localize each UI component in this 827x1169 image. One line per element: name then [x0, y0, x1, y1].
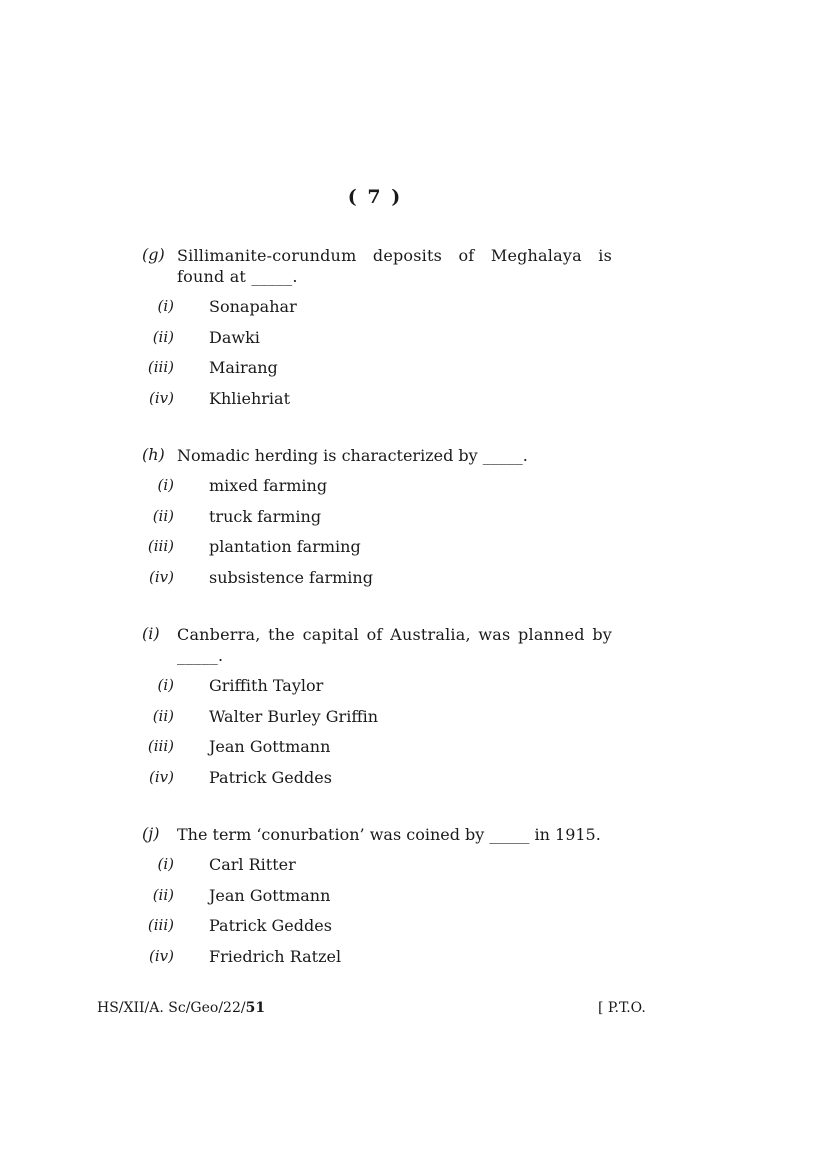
- question-label: (i): [142, 624, 160, 643]
- option-text: Griffith Taylor: [209, 676, 324, 695]
- option-label: (iii): [147, 537, 174, 555]
- option-text: mixed farming: [209, 476, 328, 495]
- option-label: (ii): [152, 327, 174, 346]
- option-text: Dawki: [209, 327, 260, 347]
- option-item: [142, 916, 612, 947]
- option-label: (iv): [149, 567, 174, 586]
- option-text: Walter Burley Griffin: [209, 706, 379, 726]
- question-g: [142, 245, 612, 419]
- paper-code: [97, 1000, 265, 1016]
- question-text: Sillimanite-corundum deposits of Meghalaya is found at _____.: [177, 246, 612, 286]
- question-h: [142, 445, 612, 598]
- option-label: (ii): [152, 706, 174, 725]
- option-text: Khliehriat: [209, 388, 290, 408]
- option-label: (iii): [147, 916, 174, 934]
- option-item: [142, 855, 612, 886]
- option-text: plantation farming: [209, 537, 361, 556]
- options-list: [142, 676, 612, 798]
- option-text: Carl Ritter: [209, 855, 296, 874]
- option-label: (iv): [149, 946, 174, 965]
- option-item: [142, 507, 612, 538]
- option-item: [142, 297, 612, 328]
- option-text: Jean Gottmann: [209, 885, 331, 905]
- paper-code-text: HS/XII/A. Sc/Geo/22/: [97, 1000, 246, 1016]
- paper-code-number: 51: [245, 1000, 266, 1016]
- question-text: Canberra, the capital of Australia, was planned by _____.: [177, 625, 612, 665]
- option-text: Friedrich Ratzel: [209, 946, 342, 966]
- option-label: (iii): [147, 737, 174, 755]
- option-label: (ii): [152, 885, 174, 904]
- question-text: The term ‘conurbation’ was coined by _____ in 1915.: [177, 825, 601, 844]
- options-list: [142, 855, 612, 977]
- option-item: [142, 737, 612, 768]
- options-list: [142, 476, 612, 598]
- question-i: [142, 624, 612, 798]
- option-item: [142, 676, 612, 707]
- pto-note: [ P.T.O.: [598, 1000, 646, 1016]
- options-list: [142, 297, 612, 419]
- question-label: (h): [142, 445, 165, 464]
- option-item: [142, 537, 612, 568]
- option-text: Patrick Geddes: [209, 767, 332, 787]
- option-text: Sonapahar: [209, 297, 297, 316]
- option-text: Jean Gottmann: [209, 737, 331, 756]
- option-item: [142, 886, 612, 917]
- option-item: [142, 947, 612, 978]
- option-label: (iv): [149, 388, 174, 407]
- option-label: (iv): [149, 767, 174, 786]
- question-label: (j): [142, 824, 160, 843]
- option-item: [142, 476, 612, 507]
- page-number: ( 7 ): [347, 186, 403, 208]
- option-text: truck farming: [209, 506, 322, 526]
- option-label: (i): [157, 676, 174, 694]
- question-j: [142, 824, 612, 977]
- option-item: [142, 707, 612, 738]
- option-text: Patrick Geddes: [209, 916, 332, 935]
- option-text: Mairang: [209, 358, 278, 377]
- option-item: [142, 389, 612, 420]
- option-label: (ii): [152, 506, 174, 525]
- question-text: Nomadic herding is characterized by _____.: [177, 446, 528, 465]
- option-label: (iii): [147, 358, 174, 376]
- option-label: (i): [157, 476, 174, 494]
- option-text: subsistence farming: [209, 567, 373, 587]
- option-item: [142, 358, 612, 389]
- option-item: [142, 768, 612, 799]
- option-label: (i): [157, 297, 174, 315]
- option-item: [142, 328, 612, 359]
- option-label: (i): [157, 855, 174, 873]
- question-label: (g): [142, 245, 165, 264]
- option-item: [142, 568, 612, 599]
